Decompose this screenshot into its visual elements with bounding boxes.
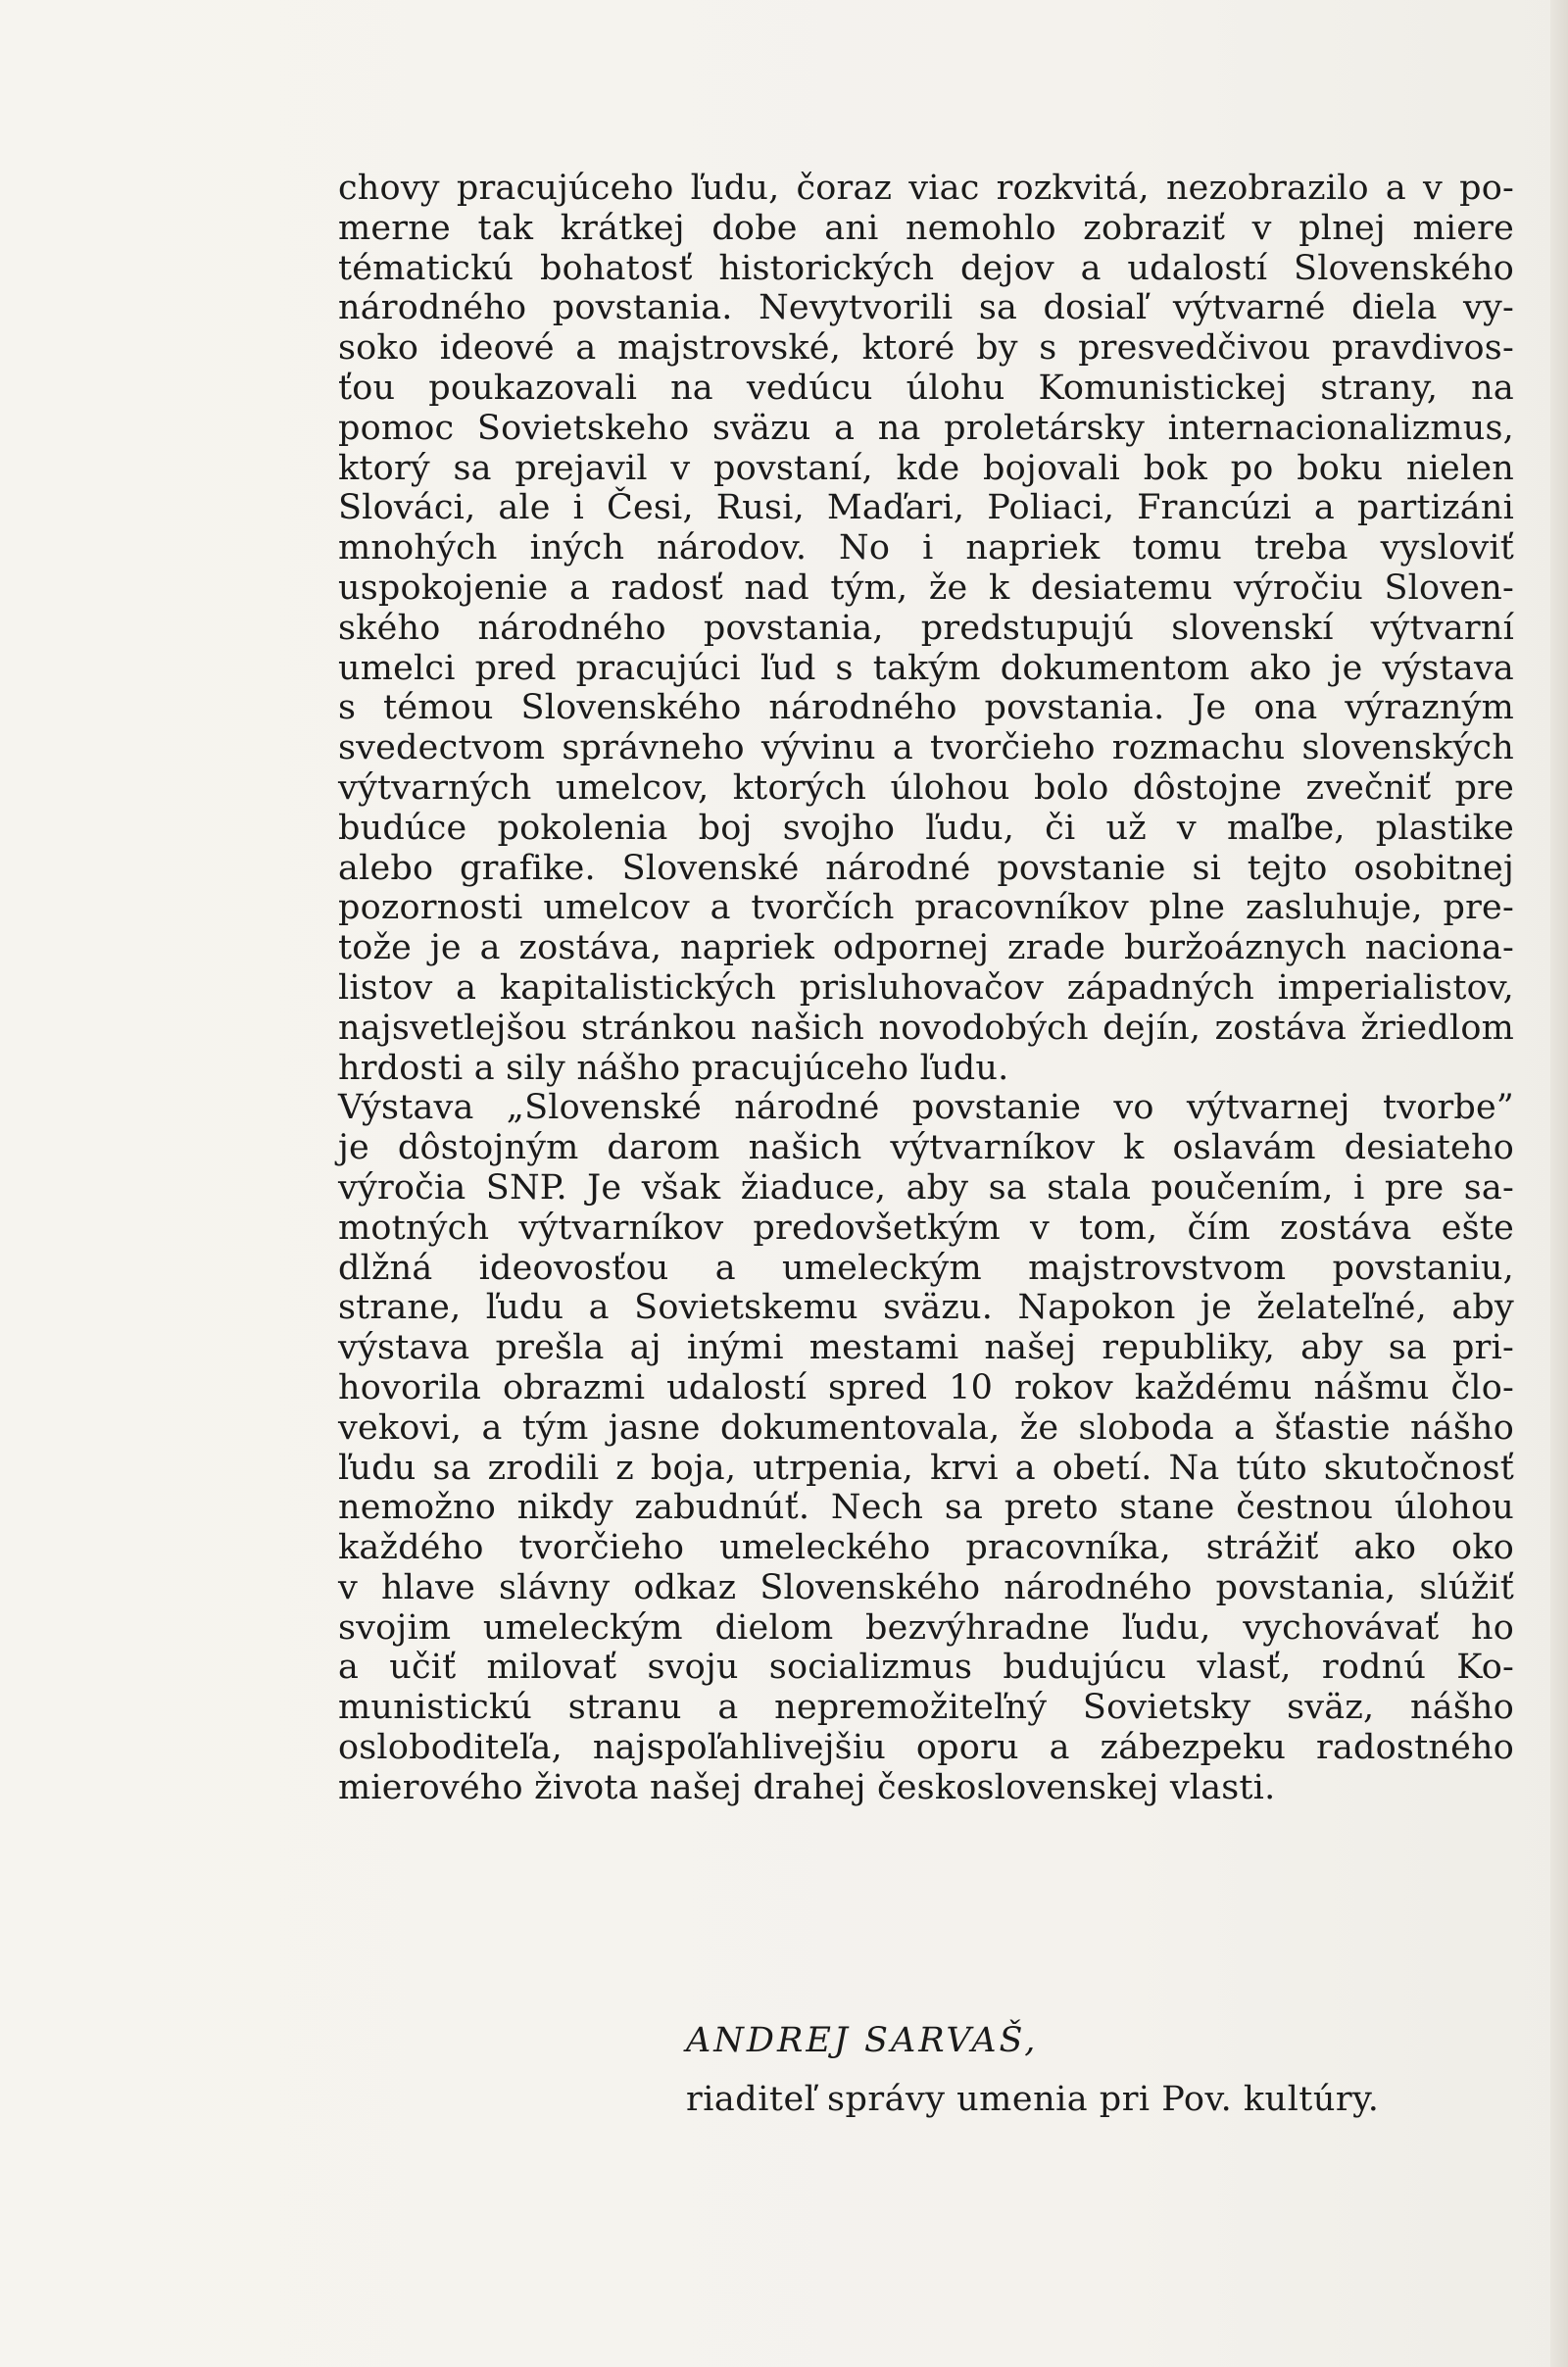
text-line: tématickú bohatosť historických dejov a udalostí Slovenského bbox=[338, 248, 1514, 288]
text-line: výstava prešla aj inými mestami našej republiky, aby sa pri- bbox=[338, 1328, 1514, 1368]
text-line: uspokojenie a radosť nad tým, že k desiatemu výročiu Sloven- bbox=[338, 567, 1514, 608]
author-name: ANDREJ SARVAŠ, bbox=[686, 2021, 1039, 2060]
text-line: národného povstania. Nevytvorili sa dosiaľ výtvarné diela vy- bbox=[338, 288, 1514, 328]
page-edge bbox=[1550, 0, 1568, 2367]
text-line: vekovi, a tým jasne dokumentovala, že sloboda a šťastie nášho bbox=[338, 1407, 1514, 1448]
text-line: svedectvom správneho vývinu a tvorčieho rozmachu slovenských bbox=[338, 728, 1514, 768]
text-line: Výstava „Slovenské národné povstanie vo výtvarnej tvorbe” bbox=[338, 1088, 1514, 1128]
text-line: mnohých iných národov. No i napriek tomu treba vysloviť bbox=[338, 528, 1514, 568]
text-line: merne tak krátkej dobe ani nemohlo zobraziť v plnej miere bbox=[338, 208, 1514, 248]
text-line: hovorila obrazmi udalostí spred 10 rokov každému nášmu člo- bbox=[338, 1367, 1514, 1407]
text-line: ťou poukazovali na vedúcu úlohu Komunistickej strany, na bbox=[338, 368, 1514, 408]
text-line: ského národného povstania, predstupujú slovenskí výtvarní bbox=[338, 608, 1514, 648]
text-line: výtvarných umelcov, ktorých úlohou bolo dôstojne zvečniť pre bbox=[338, 767, 1514, 808]
text-line: je dôstojným darom našich výtvarníkov k oslavám desiateho bbox=[338, 1128, 1514, 1168]
text-line: Slováci, ale i Česi, Rusi, Maďari, Poliaci, Francúzi a partizáni bbox=[338, 488, 1514, 528]
text-line: a učiť milovať svoju socializmus budujúcu vlasť, rodnú Ko- bbox=[338, 1648, 1514, 1688]
body-text bbox=[338, 169, 1514, 1808]
text-line: tože je a zostáva, napriek odpornej zrade buržoáznych naciona- bbox=[338, 928, 1514, 968]
text-line: osloboditeľa, najspoľahlivejšiu oporu a zábezpeku radostného bbox=[338, 1728, 1514, 1768]
signature-block bbox=[686, 2011, 1519, 2129]
text-line: munistickú stranu a nepremožiteľný Sovietsky sväz, nášho bbox=[338, 1688, 1514, 1728]
text-line: motných výtvarníkov predovšetkým v tom, čím zostáva ešte bbox=[338, 1208, 1514, 1248]
text-line: pomoc Sovietskeho sväzu a na proletársky internacionalizmus, bbox=[338, 408, 1514, 448]
text-line: hrdosti a sily nášho pracujúceho ľudu. bbox=[338, 1048, 1009, 1088]
text-line: výročia SNP. Je však žiaduce, aby sa stala poučením, i pre sa- bbox=[338, 1167, 1514, 1208]
text-line: listov a kapitalistických prisluhovačov západných imperialistov, bbox=[338, 967, 1514, 1008]
text-line: umelci pred pracujúci ľud s takým dokumentom ako je výstava bbox=[338, 648, 1514, 688]
text-line: najsvetlejšou stránkou našich novodobých dejín, zostáva žriedlom bbox=[338, 1008, 1514, 1048]
text-line: svojim umeleckým dielom bezvýhradne ľudu, vychovávať ho bbox=[338, 1607, 1514, 1648]
text-line: dlžná ideovosťou a umeleckým majstrovstvom povstaniu, bbox=[338, 1248, 1514, 1288]
text-line: alebo grafike. Slovenské národné povstanie si tejto osobitnej bbox=[338, 848, 1514, 888]
text-line: každého tvorčieho umeleckého pracovníka, strážiť ako oko bbox=[338, 1528, 1514, 1568]
text-line: chovy pracujúceho ľudu, čoraz viac rozkvitá, nezobrazilo a v po- bbox=[338, 169, 1514, 208]
text-line: soko ideové a majstrovské, ktoré by s presvedčivou pravdivos- bbox=[338, 328, 1514, 369]
text-line: ktorý sa prejavil v povstaní, kde bojovali bok po boku nielen bbox=[338, 448, 1514, 488]
text-line: budúce pokolenia boj svojho ľudu, či už v maľbe, plastike bbox=[338, 808, 1514, 848]
text-line: v hlave slávny odkaz Slovenského národného povstania, slúžiť bbox=[338, 1567, 1514, 1607]
text-line: strane, ľudu a Sovietskemu sväzu. Napokon je želateľné, aby bbox=[338, 1288, 1514, 1328]
text-line: pozornosti umelcov a tvorčích pracovníkov plne zasluhuje, pre- bbox=[338, 888, 1514, 928]
text-line: ľudu sa zrodili z boja, utrpenia, krvi a obetí. Na túto skutočnosť bbox=[338, 1448, 1514, 1488]
text-line: nemožno nikdy zabudnúť. Nech sa preto stane čestnou úlohou bbox=[338, 1488, 1514, 1528]
text-line: mierového života našej drahej československej vlasti. bbox=[338, 1767, 1276, 1807]
author-role: riaditeľ správy umenia pri Pov. kultúry. bbox=[686, 2080, 1380, 2119]
text-line: s témou Slovenského národného povstania. Je ona výrazným bbox=[338, 688, 1514, 728]
